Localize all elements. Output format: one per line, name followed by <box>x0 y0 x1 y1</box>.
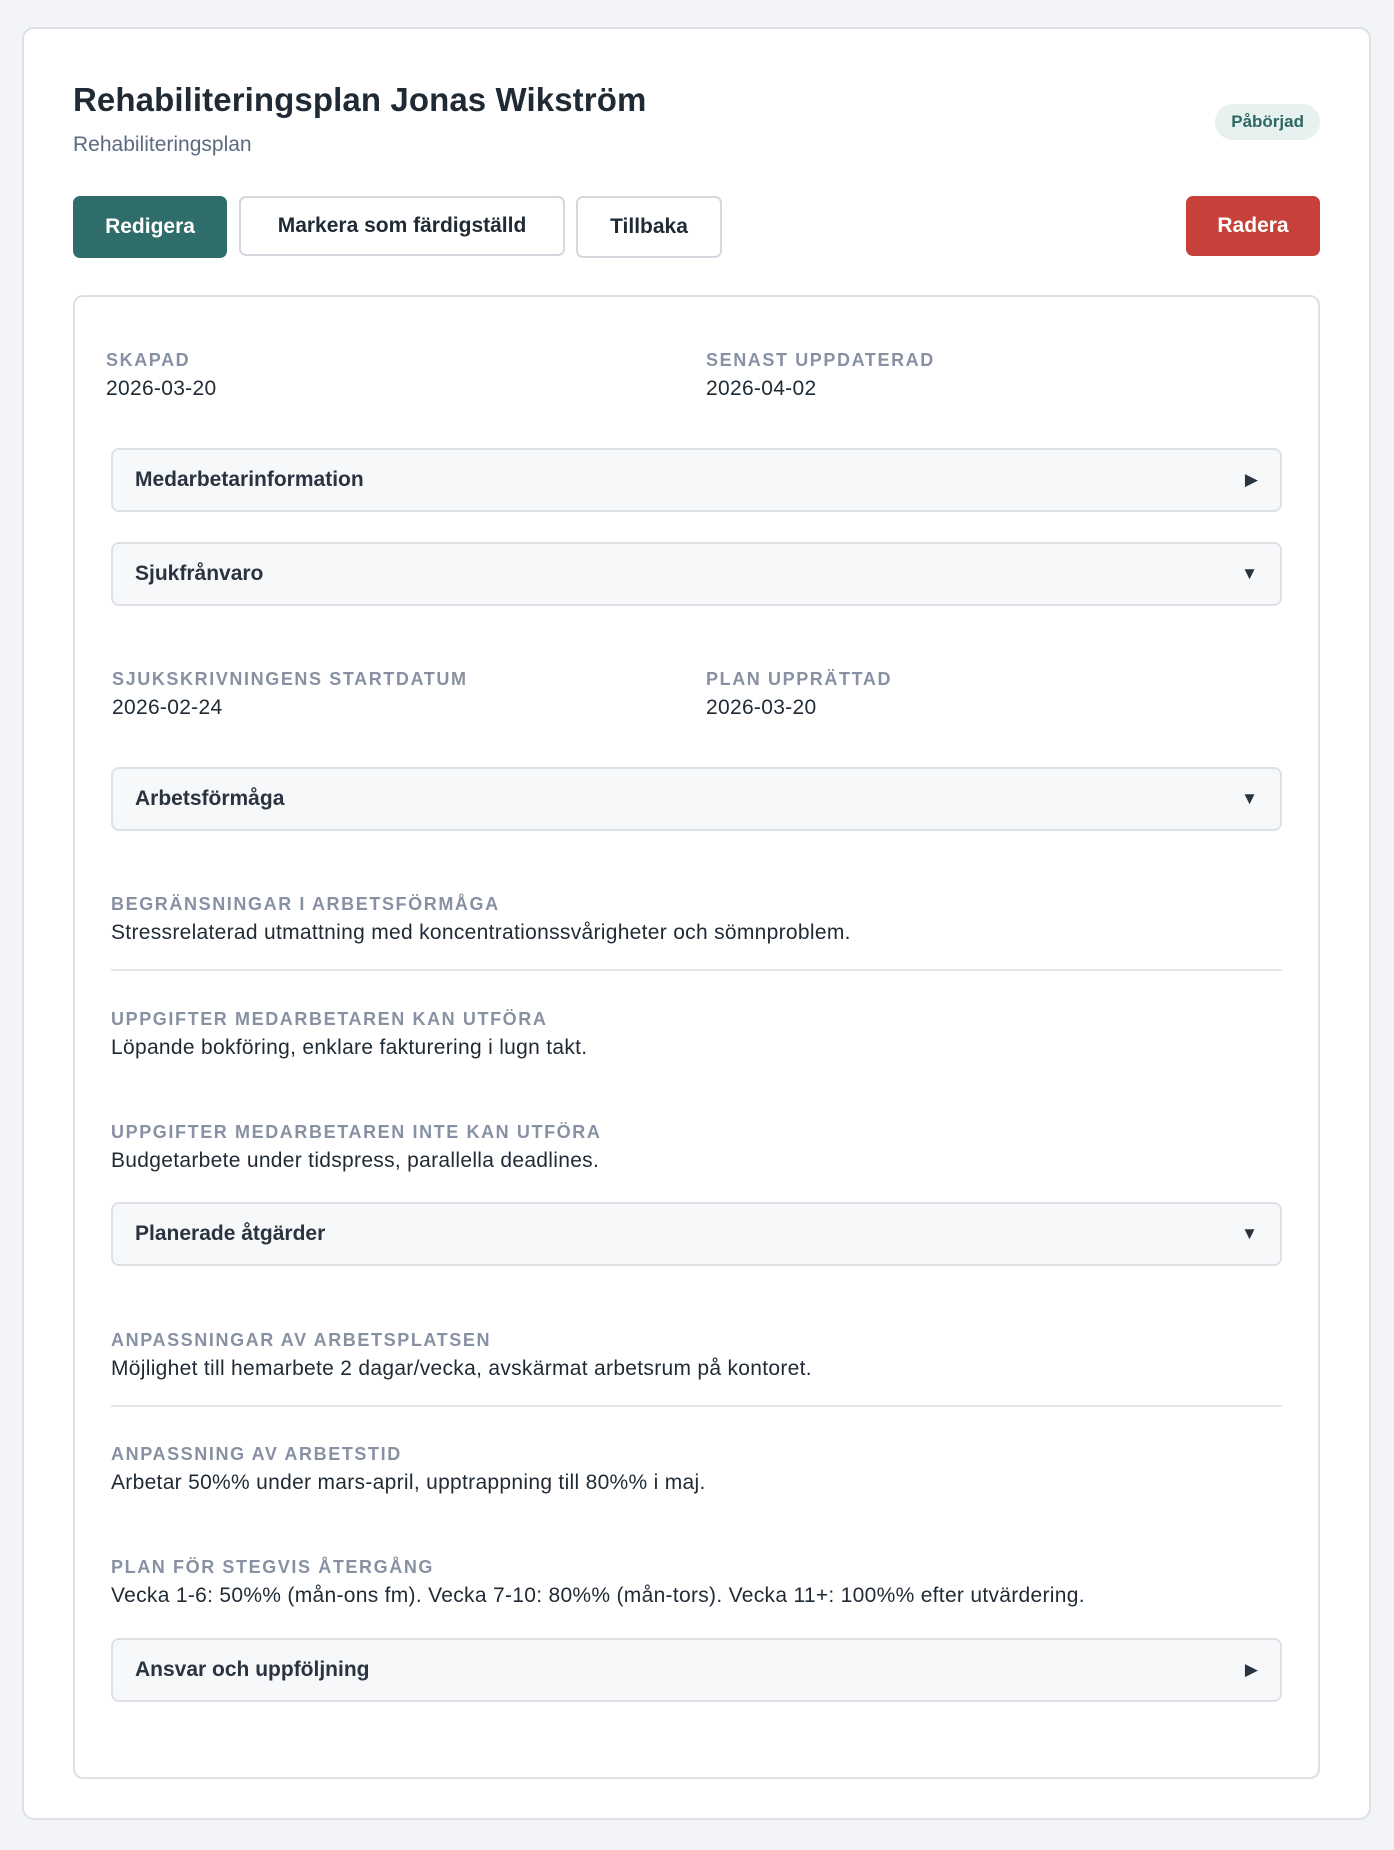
page-subtitle: Rehabiliteringsplan <box>73 133 252 156</box>
gradual-return-value: Vecka 1-6: 50%% (mån-ons fm). Vecka 7-10: 80%% (mån-tors). Vecka 11+: 100%% efter utvärdering. <box>111 1584 1085 1607</box>
work-hours-label: ANPASSNING AV ARBETSTID <box>111 1444 402 1464</box>
action-bar <box>73 196 1320 258</box>
plan-card <box>22 27 1371 1820</box>
plan-created-label: PLAN UPPRÄTTAD <box>706 669 893 689</box>
workplace-adjustments-value: Möjlighet till hemarbete 2 dagar/vecka, avskärmat arbetsrum på kontoret. <box>111 1357 812 1380</box>
created-label: SKAPAD <box>106 350 191 370</box>
page-header <box>73 81 1320 157</box>
can-do-label: UPPGIFTER MEDARBETAREN KAN UTFÖRA <box>111 1009 548 1029</box>
page-title: Rehabiliteringsplan Jonas Wikström <box>73 81 647 118</box>
chevron-right-icon: ▶ <box>1244 1660 1258 1679</box>
divider <box>111 1405 1282 1407</box>
plan-created-value: 2026-03-20 <box>706 696 817 719</box>
status-badge: Påbörjad <box>1215 104 1320 140</box>
created-value: 2026-03-20 <box>106 377 217 400</box>
sick-leave-start-label: SJUKSKRIVNINGENS STARTDATUM <box>112 669 468 689</box>
section-title: Sjukfrånvaro <box>135 562 264 585</box>
cannot-do-label: UPPGIFTER MEDARBETAREN INTE KAN UTFÖRA <box>111 1122 602 1142</box>
updated-label: SENAST UPPDATERAD <box>706 350 935 370</box>
section-title: Arbetsförmåga <box>135 787 285 810</box>
can-do-value: Löpande bokföring, enklare fakturering i lugn takt. <box>111 1036 588 1059</box>
work-hours-value: Arbetar 50%% under mars-april, upptrappning till 80%% i maj. <box>111 1471 706 1494</box>
plan-details <box>73 295 1320 1779</box>
section-sick-leave[interactable] <box>111 542 1282 606</box>
section-title: Planerade åtgärder <box>135 1222 326 1245</box>
section-planned-actions[interactable] <box>111 1202 1282 1266</box>
chevron-right-icon: ▶ <box>1244 470 1258 489</box>
gradual-return-label: PLAN FÖR STEGVIS ÅTERGÅNG <box>111 1557 435 1577</box>
mark-complete-button[interactable]: Markera som färdigställd <box>239 196 565 256</box>
cannot-do-value: Budgetarbete under tidspress, parallella deadlines. <box>111 1149 600 1172</box>
workplace-adjustments-label: ANPASSNINGAR AV ARBETSPLATSEN <box>111 1330 492 1350</box>
delete-button[interactable]: Radera <box>1186 196 1320 256</box>
chevron-down-icon: ▼ <box>1241 789 1258 808</box>
section-title: Ansvar och uppföljning <box>135 1658 370 1681</box>
limitations-value: Stressrelaterad utmattning med koncentrationssvårigheter och sömnproblem. <box>111 921 851 944</box>
section-work-capacity[interactable] <box>111 767 1282 831</box>
divider <box>111 969 1282 971</box>
limitations-label: BEGRÄNSNINGAR I ARBETSFÖRMÅGA <box>111 894 500 914</box>
section-title: Medarbetarinformation <box>135 468 364 491</box>
edit-button[interactable]: Redigera <box>73 196 227 258</box>
chevron-down-icon: ▼ <box>1241 1224 1258 1243</box>
section-employee-info[interactable] <box>111 448 1282 512</box>
section-responsibility[interactable] <box>111 1638 1282 1702</box>
updated-value: 2026-04-02 <box>706 377 817 400</box>
chevron-down-icon: ▼ <box>1241 564 1258 583</box>
back-button[interactable]: Tillbaka <box>576 196 722 258</box>
sick-leave-start-value: 2026-02-24 <box>112 696 223 719</box>
